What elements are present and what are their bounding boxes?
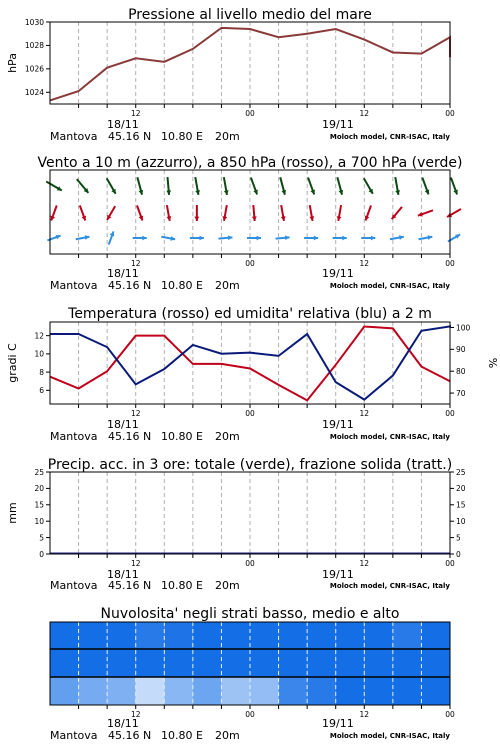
station-lon: 10.80 E xyxy=(161,430,203,443)
cloud-cell xyxy=(164,649,193,677)
y-tick-label: 15 xyxy=(34,500,44,510)
cloud-cell xyxy=(364,649,393,677)
pressure-date-2: 19/11 xyxy=(322,118,354,131)
wind-date-2: 19/11 xyxy=(322,267,354,280)
x-tick-label: 12 xyxy=(359,109,370,118)
humidity-ylabel: % xyxy=(486,357,499,369)
y-tick-label: 10 xyxy=(34,349,44,359)
cloud-cell xyxy=(221,622,250,649)
model-credit: Moloch model, CNR-ISAC, Italy xyxy=(329,732,450,740)
x-tick-label: 12 xyxy=(130,109,141,118)
y-tick-label: 20 xyxy=(34,484,44,494)
pressure-title: Pressione al livello medio del mare xyxy=(128,7,372,23)
station-lat: 45.16 N xyxy=(108,579,152,592)
cloud-cell xyxy=(393,677,422,705)
cloud-cell xyxy=(79,677,108,705)
pressure-ylabel: hPa xyxy=(6,53,19,73)
x-tick-label: 12 xyxy=(359,710,370,719)
y-tick-label: 6 xyxy=(39,386,44,396)
y-tick-label: 10 xyxy=(34,517,44,526)
cloud-cell xyxy=(393,622,422,649)
temperature-date-2: 19/11 xyxy=(322,418,354,431)
y-tick-label: 0 xyxy=(39,549,44,559)
cloud-cell xyxy=(250,649,279,677)
x-tick-label: 00 xyxy=(245,409,255,418)
station-lat: 45.16 N xyxy=(108,430,152,443)
temperature-ylabel: gradi C xyxy=(6,343,19,383)
x-tick-label: 00 xyxy=(245,710,255,719)
y-tick-label: 100 xyxy=(456,323,471,333)
y-tick-label: 15 xyxy=(456,500,466,510)
y-tick-label: 8 xyxy=(39,367,44,377)
x-tick-label: 00 xyxy=(445,710,455,719)
cloud-cell xyxy=(279,649,308,677)
wind-date-1: 18/11 xyxy=(107,267,139,280)
x-tick-label: 00 xyxy=(445,109,455,118)
station-alt: 20m xyxy=(215,279,240,292)
y-tick-label: 20 xyxy=(456,484,466,494)
cloud-cell xyxy=(421,649,450,677)
cloud-cell xyxy=(193,622,222,649)
cloud-cell xyxy=(164,677,193,705)
station-alt: 20m xyxy=(215,729,240,742)
model-credit: Moloch model, CNR-ISAC, Italy xyxy=(329,282,450,290)
cloud-cell xyxy=(193,677,222,705)
precip-date-2: 19/11 xyxy=(322,568,354,581)
station-lat: 45.16 N xyxy=(108,279,152,292)
precip-ylabel: mm xyxy=(6,502,19,524)
precip-title: Precip. acc. in 3 ore: totale (verde), frazione solida (tratt.) xyxy=(47,457,453,473)
model-credit: Moloch model, CNR-ISAC, Italy xyxy=(329,582,450,590)
cloud-cell xyxy=(364,622,393,649)
station-name: Mantova xyxy=(50,279,98,292)
x-tick-label: 00 xyxy=(245,559,255,568)
cloud-date-2: 19/11 xyxy=(322,717,354,730)
cloud-cell xyxy=(79,622,108,649)
cloud-cell xyxy=(221,677,250,705)
station-name: Mantova xyxy=(50,729,98,742)
cloud-cell xyxy=(307,677,336,705)
precip-date-1: 18/11 xyxy=(107,568,139,581)
cloud-cell xyxy=(307,622,336,649)
cloud-cell xyxy=(50,622,79,649)
y-tick-label: 1028 xyxy=(24,41,44,51)
y-tick-label: 1024 xyxy=(24,88,44,98)
cloud-cell xyxy=(50,677,79,705)
cloud-cell xyxy=(50,649,79,677)
station-alt: 20m xyxy=(215,579,240,592)
x-tick-label: 12 xyxy=(130,409,141,418)
station-lon: 10.80 E xyxy=(161,579,203,592)
model-credit: Moloch model, CNR-ISAC, Italy xyxy=(329,133,450,141)
x-tick-label: 00 xyxy=(245,259,255,268)
station-name: Mantova xyxy=(50,130,98,143)
station-name: Mantova xyxy=(50,579,98,592)
x-tick-label: 12 xyxy=(130,259,141,268)
x-tick-label: 00 xyxy=(445,409,455,418)
station-lat: 45.16 N xyxy=(108,729,152,742)
cloud-cell xyxy=(136,622,165,649)
cloud-cell xyxy=(107,649,136,677)
cloud-cell xyxy=(364,677,393,705)
x-tick-label: 12 xyxy=(359,259,370,268)
x-tick-label: 00 xyxy=(245,109,255,118)
x-tick-label: 12 xyxy=(359,559,370,568)
cloud-cell xyxy=(164,622,193,649)
y-tick-label: 90 xyxy=(456,345,466,355)
station-lon: 10.80 E xyxy=(161,729,203,742)
y-tick-label: 1026 xyxy=(24,64,44,74)
station-lat: 45.16 N xyxy=(108,130,152,143)
cloud-cell xyxy=(336,649,365,677)
y-tick-label: 0 xyxy=(456,549,461,559)
cloud-cell xyxy=(250,677,279,705)
y-tick-label: 5 xyxy=(39,533,44,543)
station-lon: 10.80 E xyxy=(161,279,203,292)
y-tick-label: 25 xyxy=(456,467,466,477)
wind-title: Vento a 10 m (azzurro), a 850 hPa (rosso), a 700 hPa (verde) xyxy=(37,155,463,171)
cloud-cell xyxy=(336,622,365,649)
cloud-cell xyxy=(307,649,336,677)
station-name: Mantova xyxy=(50,430,98,443)
station-alt: 20m xyxy=(215,130,240,143)
cloud-cell xyxy=(221,649,250,677)
temperature-date-1: 18/11 xyxy=(107,418,139,431)
cloud-cell xyxy=(107,677,136,705)
y-tick-label: 12 xyxy=(34,331,44,341)
cloud-cell xyxy=(421,677,450,705)
cloud-cell xyxy=(279,677,308,705)
y-tick-label: 70 xyxy=(456,388,466,398)
cloud-title: Nuvolosita' negli strati basso, medio e alto xyxy=(100,606,400,622)
x-tick-label: 00 xyxy=(445,259,455,268)
station-lon: 10.80 E xyxy=(161,130,203,143)
cloud-cell xyxy=(136,649,165,677)
cloud-cell xyxy=(79,649,108,677)
x-tick-label: 12 xyxy=(359,409,370,418)
cloud-cell xyxy=(421,622,450,649)
cloud-date-1: 18/11 xyxy=(107,717,139,730)
temperature-title: Temperatura (rosso) ed umidita' relativa (blu) a 2 m xyxy=(68,306,432,322)
y-tick-label: 1030 xyxy=(24,17,44,27)
cloud-cell xyxy=(193,649,222,677)
cloud-cell xyxy=(336,677,365,705)
model-credit: Moloch model, CNR-ISAC, Italy xyxy=(329,433,450,441)
pressure-date-1: 18/11 xyxy=(107,118,139,131)
cloud-cell xyxy=(279,622,308,649)
x-tick-label: 00 xyxy=(445,559,455,568)
station-alt: 20m xyxy=(215,430,240,443)
cloud-cell xyxy=(107,622,136,649)
x-tick-label: 12 xyxy=(130,559,141,568)
x-tick-label: 12 xyxy=(130,710,141,719)
cloud-cell xyxy=(393,649,422,677)
y-tick-label: 80 xyxy=(456,367,466,376)
cloud-cell xyxy=(250,622,279,649)
y-tick-label: 25 xyxy=(34,467,44,477)
cloud-cell xyxy=(136,677,165,705)
y-tick-label: 10 xyxy=(456,517,466,526)
y-tick-label: 5 xyxy=(456,533,461,543)
